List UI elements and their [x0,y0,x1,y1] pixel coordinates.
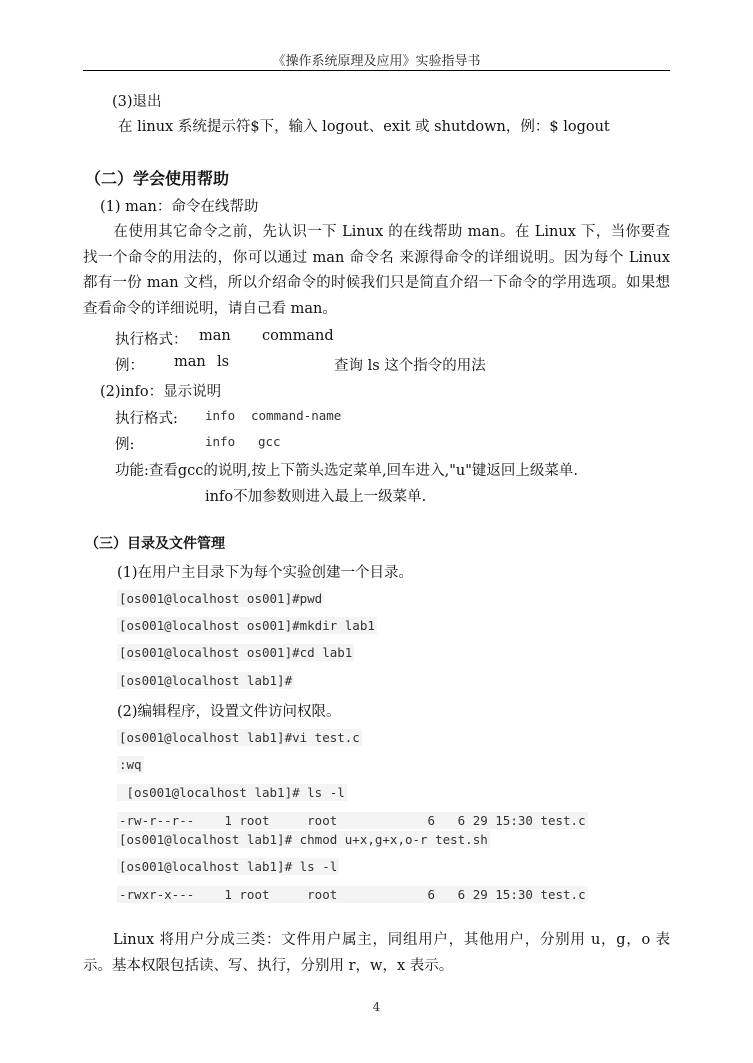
dir-step2: (2)编辑程序，设置文件访问权限。 [117,704,341,720]
code-line: -rw-r--r-- 1 root root 6 6 29 15:30 test.c [119,813,586,828]
code-line: :wq [119,757,142,772]
info-format-arg: command-name [251,408,342,423]
man-example-cmd: man [174,354,206,370]
permissions-paragraph-text: Linux 将用户分成三类：文件用户属主，同组用户，其他用户，分别用 u，g，o 表示。基本权限包括读、写、执行，分别用 r，w，x 表示。 [83,932,670,974]
dir-step1: (1)在用户主目录下为每个实验创建一个目录。 [117,565,414,581]
code-line: [os001@localhost os001]#mkdir lab1 [119,618,375,633]
info-title: (2)info：显示说明 [100,384,222,400]
exit-line: 在 linux 系统提示符$下，输入 logout、exit 或 shutdown，例：$ logout [118,119,610,135]
info-format-label: 执行格式: [115,411,178,427]
code-line: [os001@localhost lab1]# chmod u+x,g+x,o-r test.sh [119,832,488,847]
man-title: (1) man：命令在线帮助 [100,199,259,215]
man-example-label: 例： [115,358,144,374]
page-number: 4 [372,1000,381,1014]
info-format-cmd: info [205,408,236,423]
info-example-label: 例: [115,437,135,453]
man-format-label: 执行格式： [115,332,188,348]
man-paragraph [83,220,670,322]
info-function-line2: info不加参数则进入最上一级菜单. [205,489,427,505]
header-title: 《操作系统原理及应用》实验指导书 [272,54,481,69]
code-line: [os001@localhost lab1]#vi test.c [119,730,360,745]
code-line: [os001@localhost lab1]# ls -l [119,859,338,874]
dir-heading: （三）目录及文件管理 [85,536,225,552]
info-example-arg: gcc [258,434,281,449]
header-divider [83,70,670,71]
code-line: [os001@localhost lab1]# [119,673,293,688]
code-line: [os001@localhost os001]#pwd [119,591,323,606]
man-format-cmd: man [199,328,231,344]
code-line: [os001@localhost lab1]# ls -l [119,785,345,800]
help-heading: （二）学会使用帮助 [85,169,230,188]
man-paragraph-text: 在使用其它命令之前，先认识一下 Linux 的在线帮助 man。在 Linux 下，当你要查找一个命令的用法的，你可以通过 man 命令名 来源得命令的详细说明。因为每个 Linux 都有一份 man 文档，所以介绍命令的时候我们只是简直介绍一下命令的学用选项。如果想查看命令的详细说明，请自己看 man。 [83,224,670,317]
man-example-desc: 查询 ls 这个指令的用法 [334,358,486,374]
code-line: [os001@localhost os001]#cd lab1 [119,645,353,660]
info-example-cmd: info [205,434,236,449]
info-function-line1: 功能:查看gcc的说明,按上下箭头选定菜单,回车进入,"u"键返回上级菜单. [115,463,579,479]
permissions-paragraph [83,928,670,979]
man-format-arg: command [262,328,334,344]
man-example-arg: ls [217,354,230,370]
exit-title: (3)退出 [112,94,162,110]
code-line: -rwxr-x--- 1 root root 6 6 29 15:30 test.c [119,887,586,902]
